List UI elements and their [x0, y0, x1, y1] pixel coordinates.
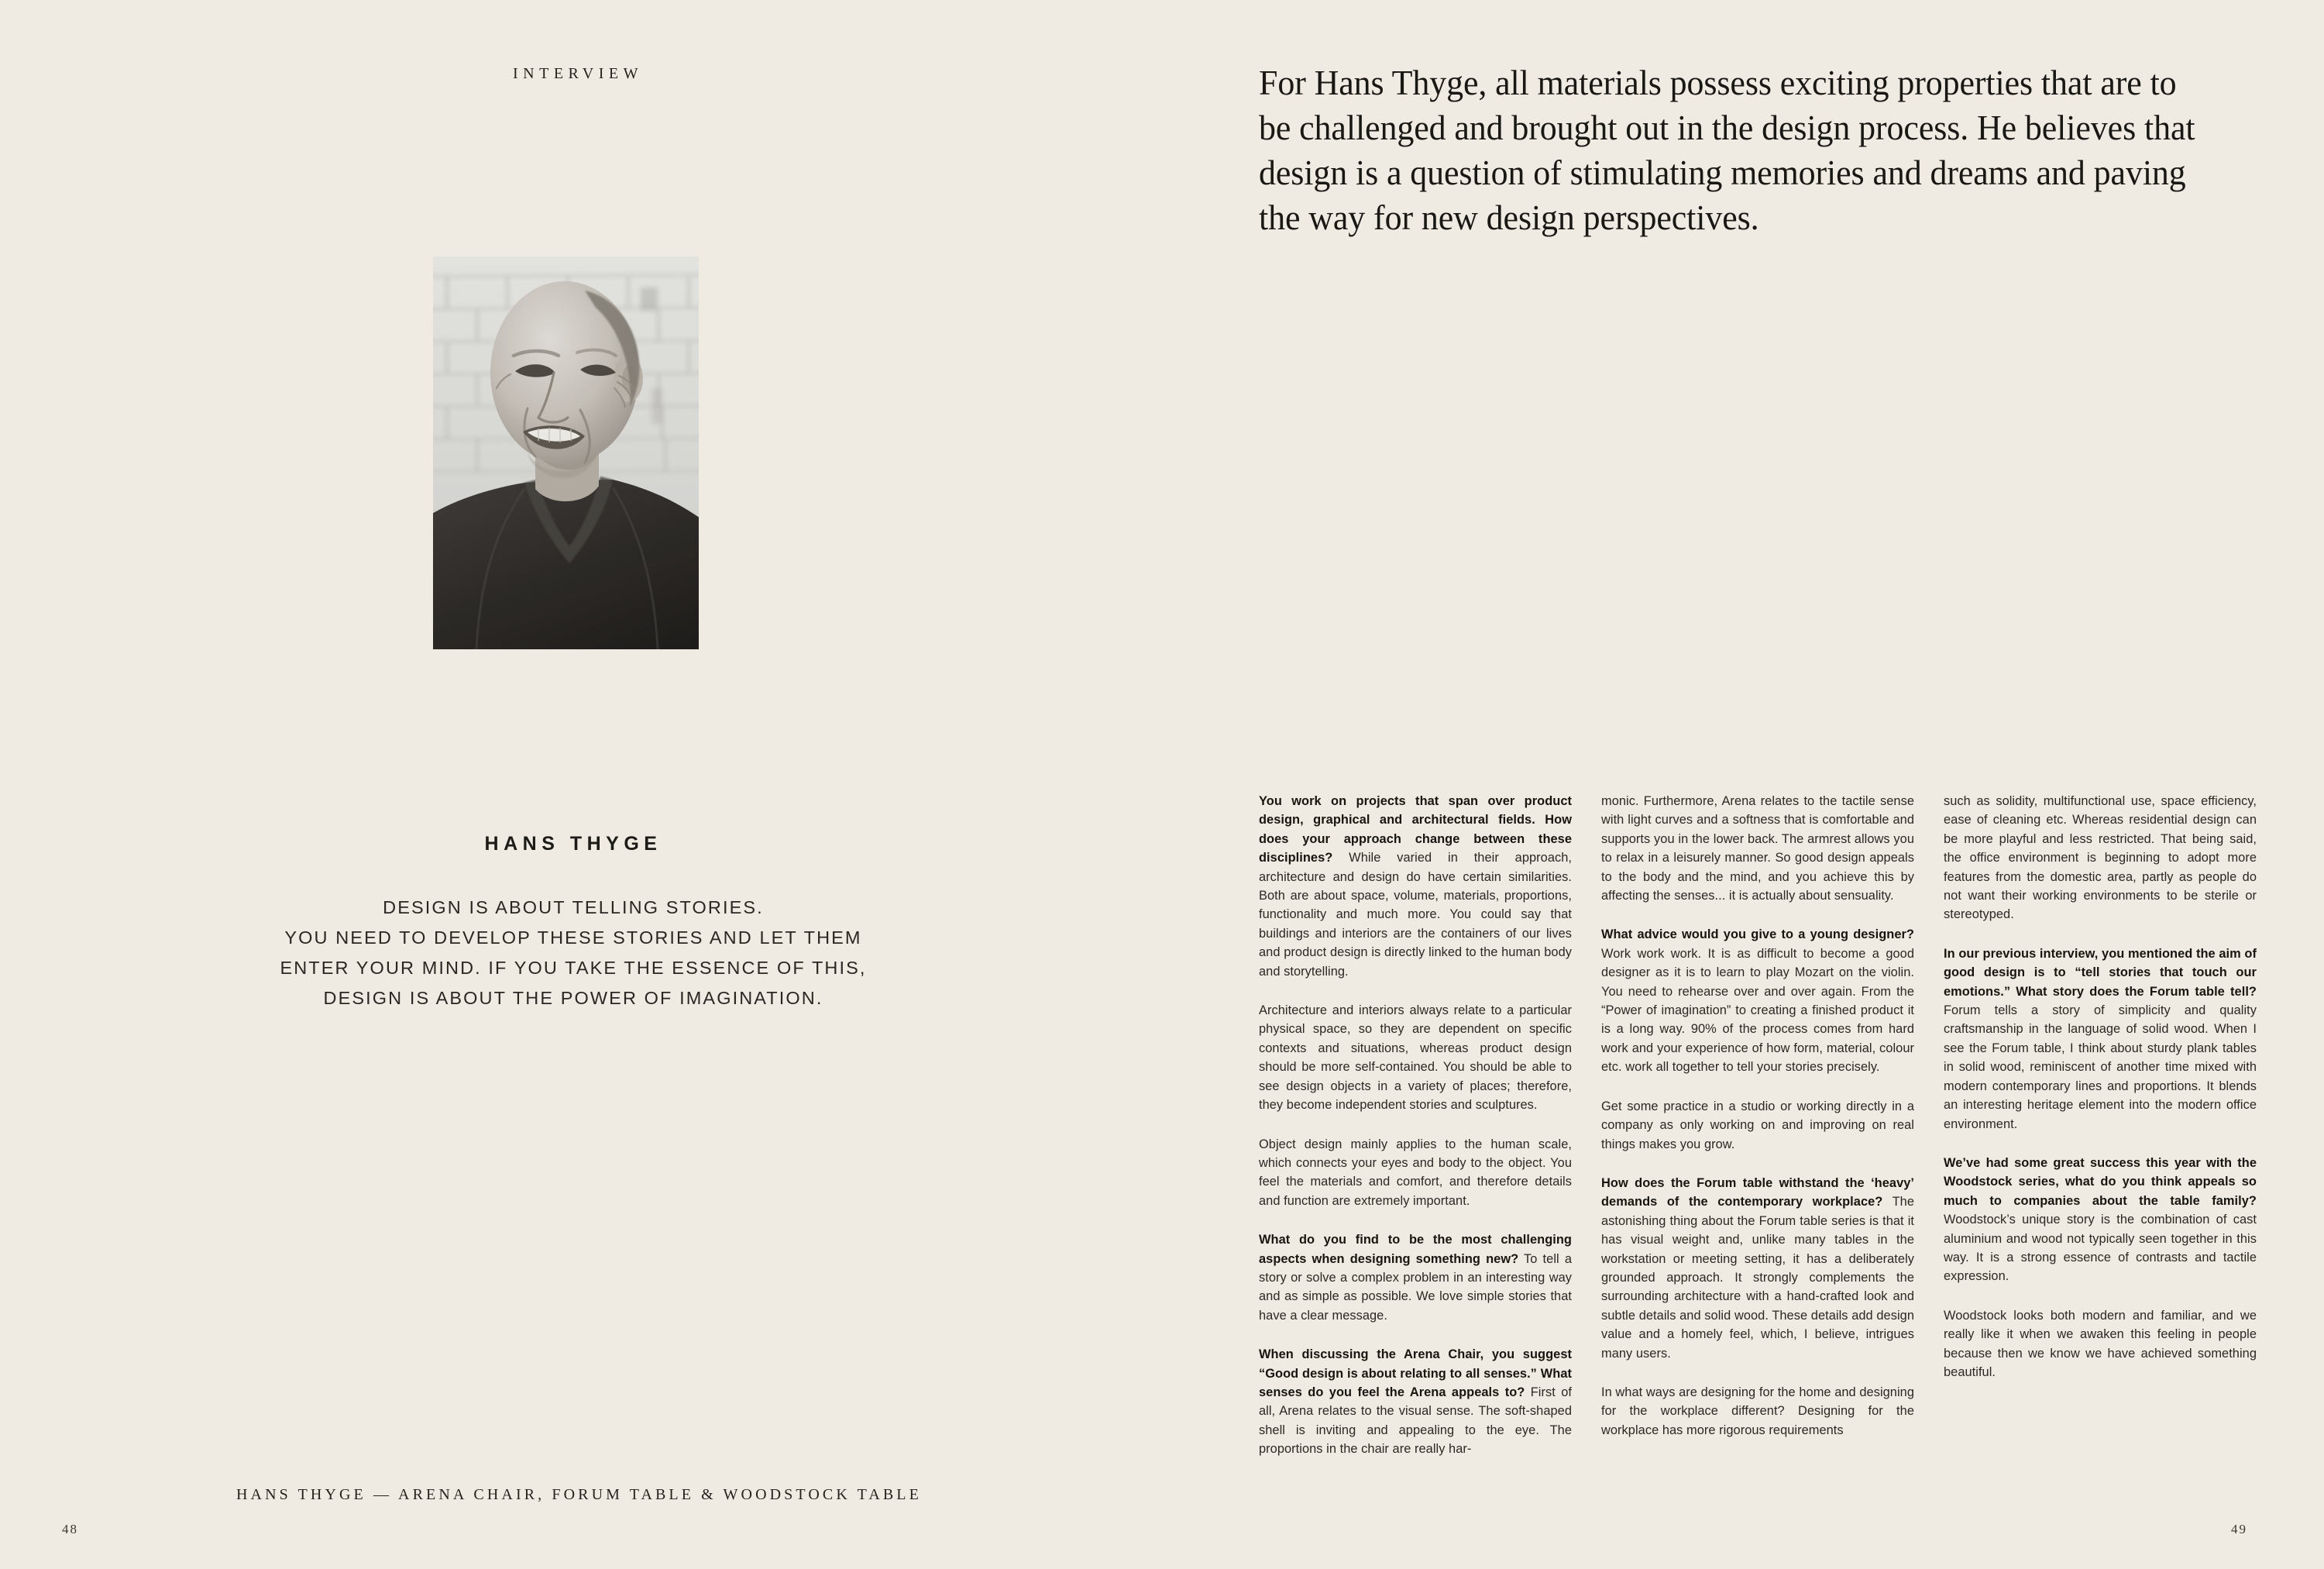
interview-answer: The astonishing thing about the Forum table series is that it has visual weight and, unlike many tables in the workstation or meeting setting, it has a deliberately grounded approach. It strongly complements the surrounding architecture with a hand-crafted look and subtle details and solid wood. These details add design value and a homely feel, which, I believe, intrigues many users. — [1601, 1195, 1915, 1361]
body-columns — [1259, 792, 2258, 1459]
interview-answer: In what ways are designing for the home and designing for the workplace different? Designing for the workplace has more rigorous requirements — [1601, 1385, 1914, 1437]
body-paragraph — [1944, 944, 2257, 1134]
body-paragraph — [1259, 1230, 1572, 1325]
interview-answer: Work work work. It is as difficult to become a good designer as it is to learn to play Mozart on the violin. You need to rehearse over and over again. From the “Power of imagination” to creating a finished product it is a long way. 90% of the process comes from hard work and your experience of how form, material, colour etc. work all together to tell your stories precisely. — [1601, 946, 1914, 1075]
body-paragraph — [1259, 792, 1572, 981]
page-number-left: 48 — [62, 1522, 78, 1536]
interview-question: What do you find to be the most challenging aspects when designing something new? — [1259, 1233, 1572, 1266]
interview-answer: Object design mainly applies to the human scale, which connects your eyes and body to the object. You feel the materials and comfort, and therefore details and function are extremely important. — [1259, 1137, 1572, 1208]
body-paragraph — [1259, 1345, 1572, 1458]
pull-quote-line-2: YOU NEED TO DEVELOP THESE STORIES AND LET THEM — [284, 927, 862, 948]
interview-answer: Woodstock looks both modern and familiar, and we really like it when we awaken this feeling in people because then we know we have achieved something beautiful. — [1944, 1308, 2257, 1379]
pull-quote-line-3: ENTER YOUR MIND. IF YOU TAKE THE ESSENCE OF THIS, — [280, 958, 867, 978]
interview-answer: Architecture and interiors always relate to a particular physical space, so they are dependent on specific contexts and situations, whereas product design should be more self-contained. You should be able to see design objects in a variety of places; therefore, they become independent stories and sculptures. — [1259, 1003, 1572, 1113]
body-paragraph — [1259, 1135, 1572, 1211]
body-paragraph — [1259, 1001, 1572, 1114]
interview-question: You work on projects that span over product design, graphical and architectural fields. How does your approach change between these disciplines? — [1259, 794, 1572, 865]
body-paragraph — [1601, 1383, 1914, 1440]
pull-quote-line-1: DESIGN IS ABOUT TELLING STORIES. — [383, 897, 764, 917]
interview-answer: Forum tells a story of simplicity and quality craftsmanship in the language of solid wood. When I see the Forum table, I think about sturdy plank tables in solid wood, reminiscent of another time mixed with modern contemporary lines and proportions. It blends an interesting heritage element into the modern office environment. — [1944, 1003, 2257, 1131]
footer-caption: HANS THYGE — ARENA CHAIR, FORUM TABLE & WOODSTOCK TABLE — [236, 1486, 922, 1503]
body-paragraph — [1944, 1154, 2257, 1286]
page-number-right: 49 — [2231, 1522, 2247, 1536]
interview-question: What advice would you give to a young designer? — [1601, 927, 1914, 942]
body-paragraph — [1601, 1174, 1914, 1363]
interview-question: How does the Forum table withstand the ‘heavy’ demands of the contemporary workplace? — [1601, 1175, 1914, 1209]
interview-answer: While varied in their approach, architecture and design do have certain similarities. Both are about space, volume, materials, proportions, functionality and much more. You could say that buildings and interiors are the containers of our lives and product design is directly linked to the human body and storytelling. — [1259, 851, 1573, 979]
pull-quote-line-4: DESIGN IS ABOUT THE POWER OF IMAGINATION. — [323, 988, 823, 1008]
body-column-1 — [1259, 792, 1572, 1459]
interview-answer: Get some practice in a studio or working directly in a company as only working on and improving on real things makes you grow. — [1601, 1099, 1914, 1151]
interview-answer: To tell a story or solve a complex problem in an interesting way and as simple as possible. We love simple stories that have a clear message. — [1259, 1251, 1572, 1323]
interview-answer: Woodstock’s unique story is the combination of cast aluminium and wood not typically seen together in this way. It is a strong essence of contrasts and tactile expression. — [1944, 1213, 2257, 1284]
body-paragraph — [1944, 792, 2257, 924]
body-column-3 — [1944, 792, 2257, 1459]
body-paragraph — [1601, 792, 1914, 905]
interview-answer: such as solidity, multifunctional use, space efficiency, ease of cleaning etc. Whereas residential design can be more playful and less restricted. That being said, the office environment is beginning to adopt more features from the domestic area, partly as people do not want their working environments to be sterile or stereotyped. — [1944, 794, 2257, 922]
portrait-illustration — [433, 256, 699, 649]
interview-question: We’ve had some great success this year with the Woodstock series, what do you think appeals so much to companies about the table family? — [1944, 1155, 2257, 1208]
section-kicker: INTERVIEW — [513, 65, 643, 82]
portrait-photo — [433, 256, 699, 649]
article-headline: For Hans Thyge, all materials possess exciting properties that are to be challenged and brought out in the design process. He believes that design is a question of stimulating memories and dreams and paving the way for new design perspectives. — [1259, 63, 2195, 237]
pull-quote — [93, 893, 1054, 1013]
body-paragraph — [1601, 925, 1914, 1076]
interview-answer: First of all, Arena relates to the visual sense. The soft-shaped shell is inviting and appealing to the eye. The proportions in the chair are really har- — [1259, 1385, 1572, 1457]
interview-answer: monic. Furthermore, Arena relates to the tactile sense with light curves and a softness that is comfortable and supports you in the lower back. The armrest allows you to relax in a leisurely manner. So good design appeals to the body and the mind, and you achieve this by affecting the senses... it is actually about sensuality. — [1601, 794, 1914, 903]
body-paragraph — [1944, 1306, 2257, 1382]
body-column-2 — [1601, 792, 1914, 1459]
designer-name: HANS THYGE — [484, 833, 662, 855]
interview-question: In our previous interview, you mentioned the aim of good design is to “tell stories that touch our emotions.” What story does the Forum table tell? — [1944, 946, 2257, 999]
body-paragraph — [1601, 1097, 1914, 1154]
interview-question: When discussing the Arena Chair, you suggest “Good design is about relating to all senses.” What senses do you feel the Arena appeals to? — [1259, 1347, 1572, 1399]
